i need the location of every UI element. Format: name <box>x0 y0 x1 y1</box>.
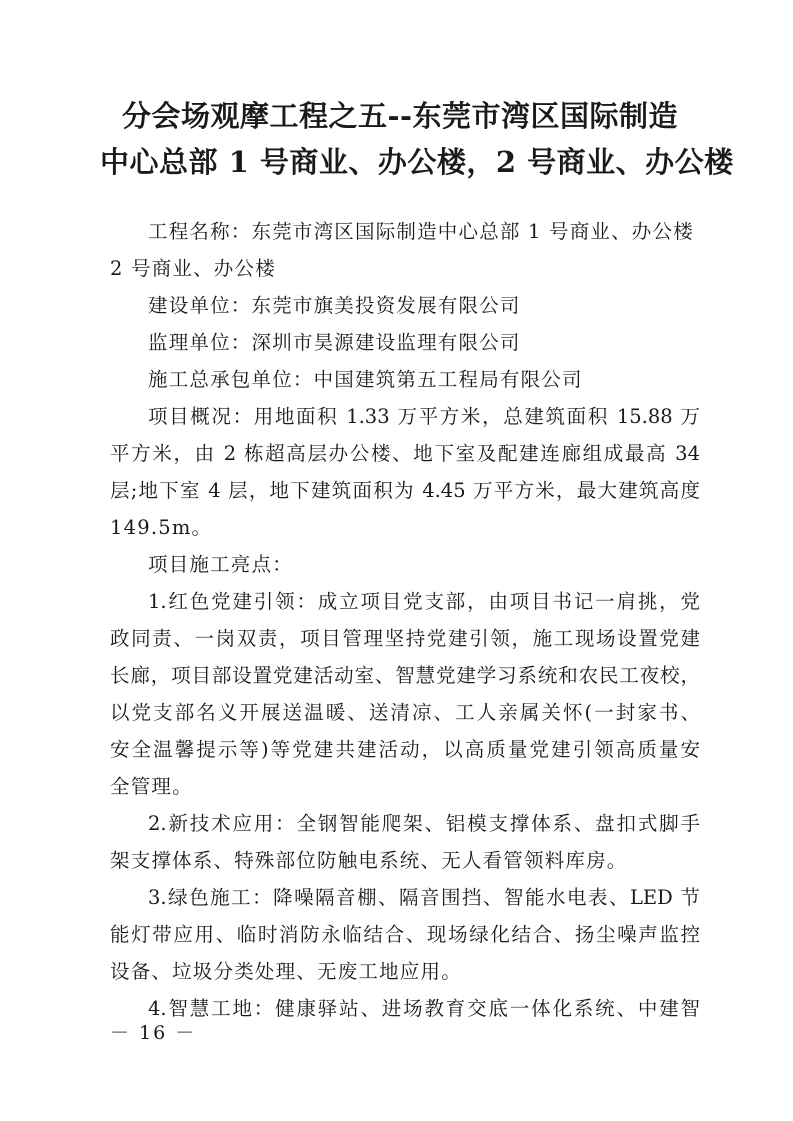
highlight-1-line-2: 政同责、一岗双责，项目管理坚持党建引领，施工现场设置党建 <box>110 627 700 650</box>
supervisor-line: 监理单位：深圳市昊源建设监理有限公司 <box>148 331 521 354</box>
overview-line-3: 层;地下室 4 层，地下建筑面积为 4.45 万平方米，最大建筑高度 <box>110 479 700 502</box>
document-title-line-2: 中心总部 1 号商业、办公楼，2 号商业、办公楼 <box>100 145 734 179</box>
document-title-line-1: 分会场观摩工程之五--东莞市湾区国际制造 <box>121 99 679 133</box>
page-number: － 16 － <box>110 1022 197 1044</box>
highlight-1-line-5: 安全温馨提示等)等党建共建活动，以高质量党建引领高质量安 <box>110 738 700 761</box>
highlight-4-line-1: 4.智慧工地：健康驿站、进场教育交底一体化系统、中建智 <box>148 997 700 1020</box>
highlights-heading: 项目施工亮点： <box>148 553 293 576</box>
highlight-1-line-3: 长廊，项目部设置党建活动室、智慧党建学习系统和农民工夜校， <box>110 664 700 687</box>
highlight-2-line-2: 架支撑体系、特殊部位防触电系统、无人看管领料库房。 <box>110 849 628 872</box>
highlight-1-line-6: 全管理。 <box>110 775 193 798</box>
overview-line-1: 项目概况：用地面积 1.33 万平方米，总建筑面积 15.88 万 <box>148 405 700 428</box>
project-name-line: 工程名称：东莞市湾区国际制造中心总部 1 号商业、办公楼 <box>148 220 694 243</box>
overview-line-4: 149.5m。 <box>110 516 213 539</box>
highlight-3-line-3: 设备、垃圾分类处理、无废工地应用。 <box>110 960 462 983</box>
highlight-1-line-4: 以党支部名义开展送温暖、送清凉、工人亲属关怀(一封家书、 <box>110 701 700 724</box>
highlight-1-line-1: 1.红色党建引领：成立项目党支部，由项目书记一肩挑，党 <box>148 590 700 613</box>
highlight-3-line-1: 3.绿色施工：降噪隔音棚、隔音围挡、智能水电表、LED 节 <box>148 886 700 909</box>
project-name-continuation: 2 号商业、办公楼 <box>110 257 276 280</box>
highlight-2-line-1: 2.新技术应用：全钢智能爬架、铝模支撑体系、盘扣式脚手 <box>148 812 700 835</box>
contractor-line: 施工总承包单位：中国建筑第五工程局有限公司 <box>148 368 583 391</box>
overview-line-2: 平方米，由 2 栋超高层办公楼、地下室及配建连廊组成最高 34 <box>110 442 700 465</box>
developer-line: 建设单位：东莞市旗美投资发展有限公司 <box>148 294 521 317</box>
highlight-3-line-2: 能灯带应用、临时消防永临结合、现场绿化结合、扬尘噪声监控 <box>110 923 700 946</box>
